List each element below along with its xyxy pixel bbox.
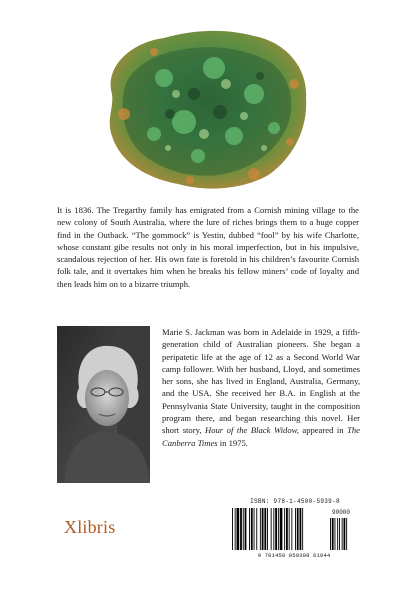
publication-title: The Canberra Times [162,425,360,448]
book-synopsis: It is 1836. The Tregarthy family has emigrated from a Cornish mining village to the new colony of South Australia, where the lure of riches brings them to a huge copper find in the Outback. “The gommock” is Yestin, dubbed “fool” by his wife Charlotte, whose constant gibe results not only in his moral imperfection, but in his impulsive, scandalous rejection of her. His own fate is foretold in his children’s favourite Cornish folk tale, and it overtakes him when he breaks his fellow miners’ code of loyalty and then leads him on to a bizarre triumph. [57,205,359,289]
story-title: Hour of the Black Widow, [205,425,299,436]
isbn-text: ISBN: 978-1-4500-5939-8 [250,498,340,505]
publisher-logo: Xlibris [64,517,116,537]
author-biography: Marie S. Jackman was born in Adelaide in 1929, a fifth-generation child of Australian pioneers. She began a peripatetic life at the age of 12 as a Second World War camp follower. With her husband, Lloyd, and sometimes her sons, she has lived in England, Australia, Germany, and the USA. She received her B.A. in English at the Pennsylvania State University, taught in the composition program there, and began researching this novel. Her short story, Hour of the Black Widow, appeared in The Canberra Times in 1975. [162,327,360,448]
ean-digits: 9 781450 059398 61944 [257,552,331,559]
addon-barcode-bars [330,518,347,550]
price-code: 90000 [332,509,351,516]
main-barcode-bars [232,508,303,550]
copper-ore-specimen-image [94,24,316,194]
author-photo [57,326,150,483]
